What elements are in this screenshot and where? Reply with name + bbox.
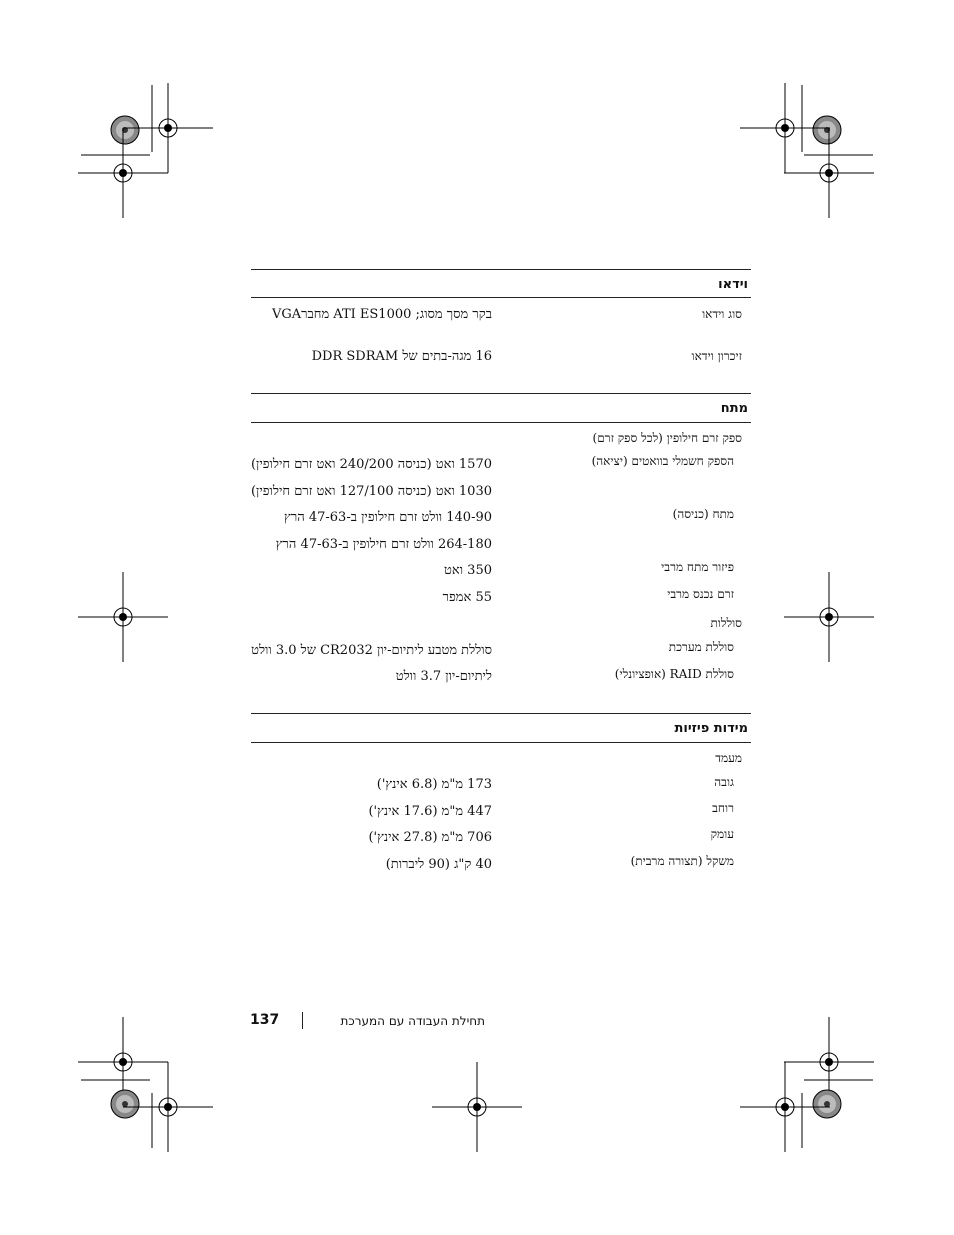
registration-mark-bottom-left [78, 1017, 213, 1152]
system-battery-value: סוללת מטבע ליתיום-יון CR2032 של 3.0 וולט [251, 643, 492, 658]
footer-separator [302, 1012, 303, 1029]
registration-mark-top-left [78, 83, 213, 218]
stand-header: מעמד [715, 751, 742, 765]
max-inrush-label: זרם נכנס מרבי [667, 587, 734, 601]
voltage-value-1: 140-90 וולט זרם חילופין ב-47-63 הרץ [284, 510, 492, 525]
height-label: גובה [714, 775, 734, 789]
depth-label: עומק [710, 827, 734, 841]
width-value: 447 מ"מ (17.6 אינץ') [368, 804, 492, 819]
page-number: 137 [250, 1012, 280, 1028]
physical-top-rule [251, 713, 751, 714]
heat-dissipation-label: הספק חשמלי בוואטים (יציאה) [591, 454, 734, 468]
depth-value: 706 מ"מ (27.8 אינץ') [368, 830, 492, 845]
weight-label: משקל (תצורה מרבית) [630, 854, 734, 868]
video-type-value: בקר מסך מסוג; ATI ES1000 מחברVGA [271, 307, 492, 322]
video-memory-value: 16 מגה-בתים של DDR SDRAM [311, 349, 492, 364]
registration-mark-mid-left [78, 572, 168, 662]
system-battery-label: סוללת מערכת [668, 640, 734, 654]
registration-mark-mid-right [784, 572, 874, 662]
raid-battery-value: ליתיום-יון 3.7 וולט [395, 669, 492, 684]
max-inrush-value: 55 אמפר [442, 590, 492, 605]
max-dissipation-label: פיזור מתח מרבי [661, 560, 734, 574]
heat-dissipation-value-1: 1570 ואט (כניסה 240/200 ואט זרם חילופין) [250, 457, 492, 472]
physical-heading: מידות פיזיות [674, 721, 748, 736]
heat-dissipation-value-2: 1030 ואט (כניסה 127/100 ואט זרם חילופין) [250, 484, 492, 499]
footer-title: תחילת העבודה עם המערכת [340, 1014, 485, 1028]
registration-mark-bottom-center [432, 1062, 522, 1152]
registration-mark-bottom-right [740, 1017, 874, 1152]
video-type-label: סוג וידאו [702, 307, 742, 321]
weight-value: 40 ק"ג (90 ליברות) [385, 857, 492, 872]
registration-mark-top-right [740, 83, 874, 218]
batteries-header: סוללות [710, 616, 742, 630]
max-dissipation-value: 350 ואט [444, 563, 492, 578]
physical-heading-rule [251, 742, 751, 743]
height-value: 173 מ"מ (6.8 אינץ') [376, 777, 492, 792]
width-label: רוחב [712, 801, 734, 815]
video-heading-rule [251, 297, 751, 298]
video-heading: וידאו [718, 277, 748, 292]
video-memory-label: זיכרון וידאו [691, 349, 742, 363]
ac-power-supply-header: ספק זרם חילופין (לכל ספק זרם) [592, 431, 742, 445]
power-top-rule [251, 393, 751, 394]
voltage-value-2: 264-180 וולט זרם חילופין ב-47-63 הרץ [275, 537, 492, 552]
video-top-rule [251, 269, 751, 270]
raid-battery-label: סוללת RAID (אופציונלי) [614, 667, 734, 681]
power-heading: מתח [720, 401, 748, 416]
voltage-label: מתח (כניסה) [672, 507, 734, 521]
power-heading-rule [251, 422, 751, 423]
